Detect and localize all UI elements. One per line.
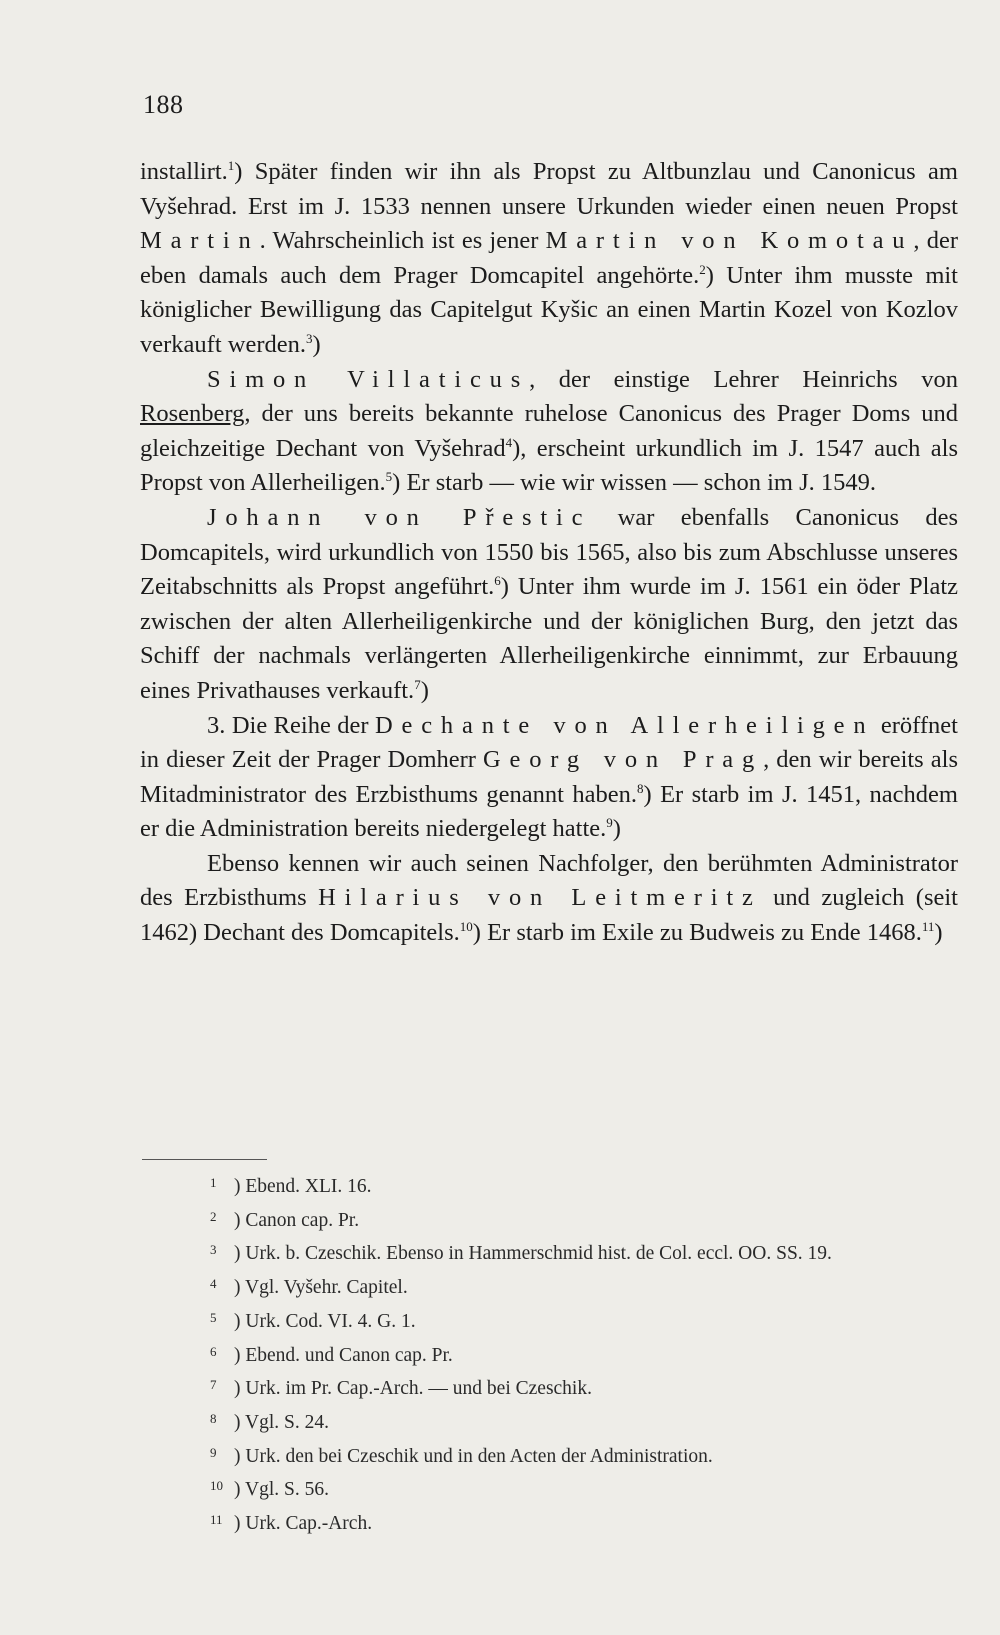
paragraph	[140, 709, 958, 847]
footnote	[210, 1168, 970, 1202]
footnote-text: ) Urk. Cap.-Arch.	[234, 1513, 373, 1535]
footnote	[210, 1404, 970, 1438]
footnote-text: ) Urk. den bei Czeschik und in den Acten der Administration.	[234, 1445, 713, 1467]
text-run: Ebenso kennen wir auch seinen Nachfolger, den berühmten Administrator des Erzbisthums	[140, 849, 958, 912]
spaced-name: Johann von Přestic	[207, 503, 592, 531]
footnote	[210, 1235, 970, 1269]
footnote	[210, 1202, 970, 1236]
footnote-ref: 10	[459, 918, 473, 934]
text-run: 3. Die Reihe der	[207, 711, 376, 739]
text-run: , den wir bereits als Mitadministrator des Erzbisthums genannt haben.	[140, 746, 958, 808]
paragraph	[140, 847, 958, 951]
footnote	[210, 1438, 970, 1472]
footnote-ref: 6	[494, 572, 501, 588]
footnote-text: ) Urk. b. Czeschik. Ebenso in Hammerschmid hist. de Col. eccl. OO. SS. 19.	[234, 1243, 832, 1265]
text-run: )	[934, 919, 943, 947]
footnote	[210, 1337, 970, 1371]
footnote	[210, 1269, 970, 1303]
footnote-ref: 2	[699, 261, 706, 277]
text-run: war ebenfalls Canonicus des Domcapitels, wird urkundlich von 1550 bis 1565, also bis zum Abschlusse unseres Zeitabschnitts als Propst angeführt.	[140, 503, 959, 601]
footnote-text: ) Ebend. und Canon cap. Pr.	[234, 1344, 453, 1366]
footnote-ref: 5	[385, 469, 393, 485]
paragraph	[140, 363, 958, 501]
text-run: ) Er starb im Exile zu Budweis zu Ende 1468.	[472, 919, 922, 947]
paragraph	[140, 155, 958, 363]
footnote	[210, 1370, 970, 1404]
footnote-text: ) Vgl. S. 24.	[234, 1411, 329, 1433]
footnote-number: 9	[210, 1444, 217, 1460]
text-run: . Wahrscheinlich ist es jener	[259, 227, 546, 255]
footnote-number: 1	[210, 1175, 217, 1190]
text-run: )	[312, 330, 321, 358]
footnote-ref: 11	[921, 918, 935, 934]
text-run: ) Er starb im J. 1451, nachdem er die Administration bereits niedergelegt hatte.	[140, 780, 958, 843]
footnote-ref: 1	[227, 157, 235, 173]
footnote-ref: 4	[505, 434, 513, 450]
footnote-ref: 8	[637, 780, 644, 796]
text-run: ) Später finden wir ihn als Propst zu Altbunzlau und Canonicus am Vyšehrad. Erst im J. 1533 nennen unsere Urkunden wieder einen neuen Propst	[140, 158, 958, 220]
footnote-number: 10	[210, 1478, 223, 1494]
footnote-number: 7	[210, 1377, 217, 1393]
footnote-number: 5	[210, 1309, 217, 1325]
text-run: , der einstige Lehrer Heinrichs von	[529, 365, 958, 393]
footnote-number: 4	[210, 1276, 217, 1292]
footnote-number: 11	[210, 1512, 223, 1528]
footnote-divider	[142, 1159, 267, 1160]
footnote-number: 3	[210, 1242, 217, 1258]
footnote	[210, 1471, 970, 1505]
text-run: ) Unter ihm wurde im J. 1561 ein öder Platz zwischen der alten Allerheiligenkirche und der königlichen Burg, den jetzt das Schiff der nachmals verlängerten Allerheiligenkirche einnimmt, zur Erbauung eines Privathauses verkauft.	[140, 573, 959, 704]
text-run: ), erscheint urkundlich im J. 1547 auch als Propst von Allerheiligen.	[140, 434, 958, 497]
text-run: eröffnet in dieser Zeit der Prager Domherr	[140, 711, 958, 774]
text-run: , der uns bereits bekannte ruhelose Canonicus des Prager Doms und gleichzeitige Dechant von Vyšehrad	[140, 400, 958, 462]
footnote-text: ) Urk. im Pr. Cap.-Arch. — und bei Czeschik.	[234, 1378, 592, 1400]
footnote-text: ) Ebend. XLI. 16.	[234, 1176, 372, 1197]
footnote-ref: 3	[305, 330, 313, 346]
text-run: installirt.	[140, 158, 228, 185]
footnote-number: 2	[210, 1208, 217, 1224]
footnote	[210, 1303, 970, 1337]
footnote-ref: 9	[606, 815, 613, 831]
underlined-text: Rosenberg	[140, 400, 245, 428]
paragraph	[140, 501, 958, 709]
page-number: 188	[143, 90, 184, 119]
footnote-number: 8	[210, 1410, 217, 1426]
footnote-number: 6	[210, 1343, 217, 1359]
text-run: , der eben damals auch dem Prager Domcapitel angehörte.	[140, 227, 958, 289]
body-text	[140, 155, 958, 951]
footnote	[210, 1505, 970, 1539]
footnote-text: ) Canon cap. Pr.	[234, 1209, 360, 1231]
footnote-text: ) Vgl. Vyšehr. Capitel.	[234, 1277, 408, 1299]
spaced-name: Dechante von Allerheiligen	[375, 711, 875, 739]
footnote-ref: 7	[414, 676, 421, 692]
footnote-text: ) Urk. Cod. VI. 4. G. 1.	[234, 1310, 416, 1332]
spaced-name: Simon Villaticus	[207, 365, 530, 393]
text-run: )	[612, 815, 621, 843]
text-run: ) Unter ihm musste mit königlicher Bewilligung das Capitelgut Kyšic an einen Martin Kozel von Kozlov verkauft werden.	[140, 261, 958, 358]
spaced-name: Martin	[140, 227, 260, 255]
text-run: )	[420, 676, 429, 704]
spaced-name: Martin von Komotau	[545, 227, 914, 255]
spaced-name: Georg von Prag	[483, 746, 764, 774]
text-run: und zugleich (seit 1462) Dechant des Domcapitels.	[140, 884, 958, 947]
text-run: ) Er starb — wie wir wissen — schon im J. 1549.	[392, 469, 876, 497]
footnote-text: ) Vgl. S. 56.	[234, 1479, 329, 1501]
footnotes	[210, 1168, 970, 1539]
spaced-name: Hilarius von Leitmeritz	[318, 884, 762, 912]
